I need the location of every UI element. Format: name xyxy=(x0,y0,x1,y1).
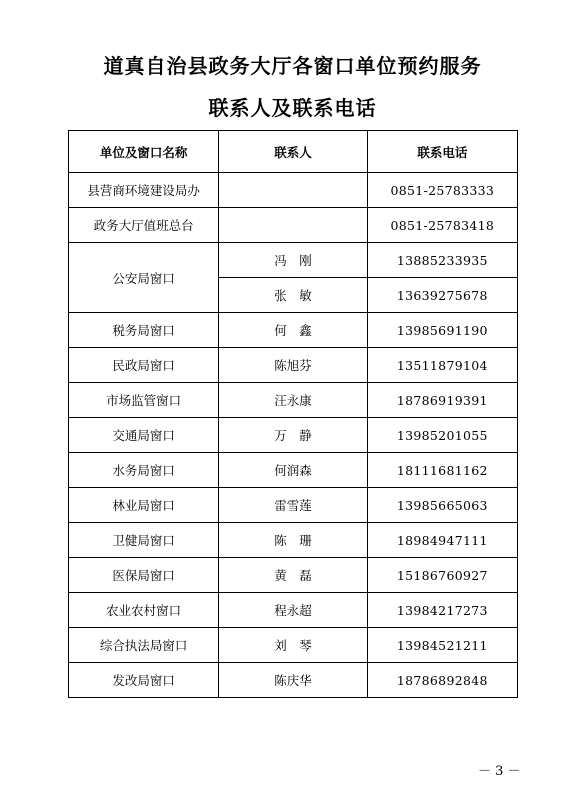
phone-cell: 13985665063 xyxy=(367,488,517,523)
table-row xyxy=(69,418,518,453)
table-row xyxy=(69,173,518,208)
phone-cell: 0851-25783418 xyxy=(367,208,517,243)
document-title-line1: 道真自治县政务大厅各窗口单位预约服务 xyxy=(103,54,482,78)
unit-cell: 农业农村窗口 xyxy=(69,593,219,628)
unit-cell: 交通局窗口 xyxy=(69,418,219,453)
unit-cell: 县营商环境建设局办 xyxy=(69,173,219,208)
contact-cell: 黄 磊 xyxy=(219,558,367,593)
phone-cell: 18786919391 xyxy=(367,383,517,418)
phone-cell: 18786892848 xyxy=(367,663,517,698)
unit-cell: 公安局窗口 xyxy=(69,243,219,313)
contact-cell: 何润森 xyxy=(219,453,367,488)
table-row xyxy=(69,628,518,663)
phone-cell: 13885233935 xyxy=(367,243,517,278)
phone-cell: 13985691190 xyxy=(367,313,517,348)
table-row xyxy=(69,663,518,698)
contact-cell: 刘 琴 xyxy=(219,628,367,663)
contact-cell: 陈旭芬 xyxy=(219,348,367,383)
unit-cell: 市场监管窗口 xyxy=(69,383,219,418)
table-header-row xyxy=(69,131,518,173)
table-row xyxy=(69,558,518,593)
unit-cell: 税务局窗口 xyxy=(69,313,219,348)
phone-cell: 13984521211 xyxy=(367,628,517,663)
phone-cell: 13984217273 xyxy=(367,593,517,628)
contact-cell: 雷雪莲 xyxy=(219,488,367,523)
contact-cell: 陈庆华 xyxy=(219,663,367,698)
table-row xyxy=(69,208,518,243)
contact-cell xyxy=(219,208,367,243)
table-row xyxy=(69,593,518,628)
phone-cell: 0851-25783333 xyxy=(367,173,517,208)
header-phone: 联系电话 xyxy=(367,131,517,173)
contact-cell: 陈 珊 xyxy=(219,523,367,558)
contact-cell: 张 敏 xyxy=(219,278,367,313)
unit-cell: 民政局窗口 xyxy=(69,348,219,383)
contact-cell: 汪永康 xyxy=(219,383,367,418)
document-title-line2: 联系人及联系电话 xyxy=(208,96,377,120)
unit-cell: 林业局窗口 xyxy=(69,488,219,523)
phone-cell: 18111681162 xyxy=(367,453,517,488)
unit-cell: 政务大厅值班总台 xyxy=(69,208,219,243)
contact-table xyxy=(68,130,518,698)
table-row xyxy=(69,488,518,523)
header-unit: 单位及窗口名称 xyxy=(69,131,219,173)
unit-cell: 卫健局窗口 xyxy=(69,523,219,558)
table-row xyxy=(69,348,518,383)
table-row xyxy=(69,453,518,488)
phone-cell: 13639275678 xyxy=(367,278,517,313)
page-number: － 3 － xyxy=(478,764,521,779)
contact-cell: 程永超 xyxy=(219,593,367,628)
unit-cell: 发改局窗口 xyxy=(69,663,219,698)
unit-cell: 医保局窗口 xyxy=(69,558,219,593)
phone-cell: 18984947111 xyxy=(367,523,517,558)
contact-cell xyxy=(219,173,367,208)
table-row xyxy=(69,243,518,278)
contact-cell: 何 鑫 xyxy=(219,313,367,348)
contact-cell: 万 静 xyxy=(219,418,367,453)
unit-cell: 水务局窗口 xyxy=(69,453,219,488)
phone-cell: 13985201055 xyxy=(367,418,517,453)
phone-cell: 15186760927 xyxy=(367,558,517,593)
contact-cell: 冯 刚 xyxy=(219,243,367,278)
table-row xyxy=(69,383,518,418)
table-row xyxy=(69,313,518,348)
header-contact: 联系人 xyxy=(219,131,367,173)
unit-cell: 综合执法局窗口 xyxy=(69,628,219,663)
table-row xyxy=(69,523,518,558)
phone-cell: 13511879104 xyxy=(367,348,517,383)
